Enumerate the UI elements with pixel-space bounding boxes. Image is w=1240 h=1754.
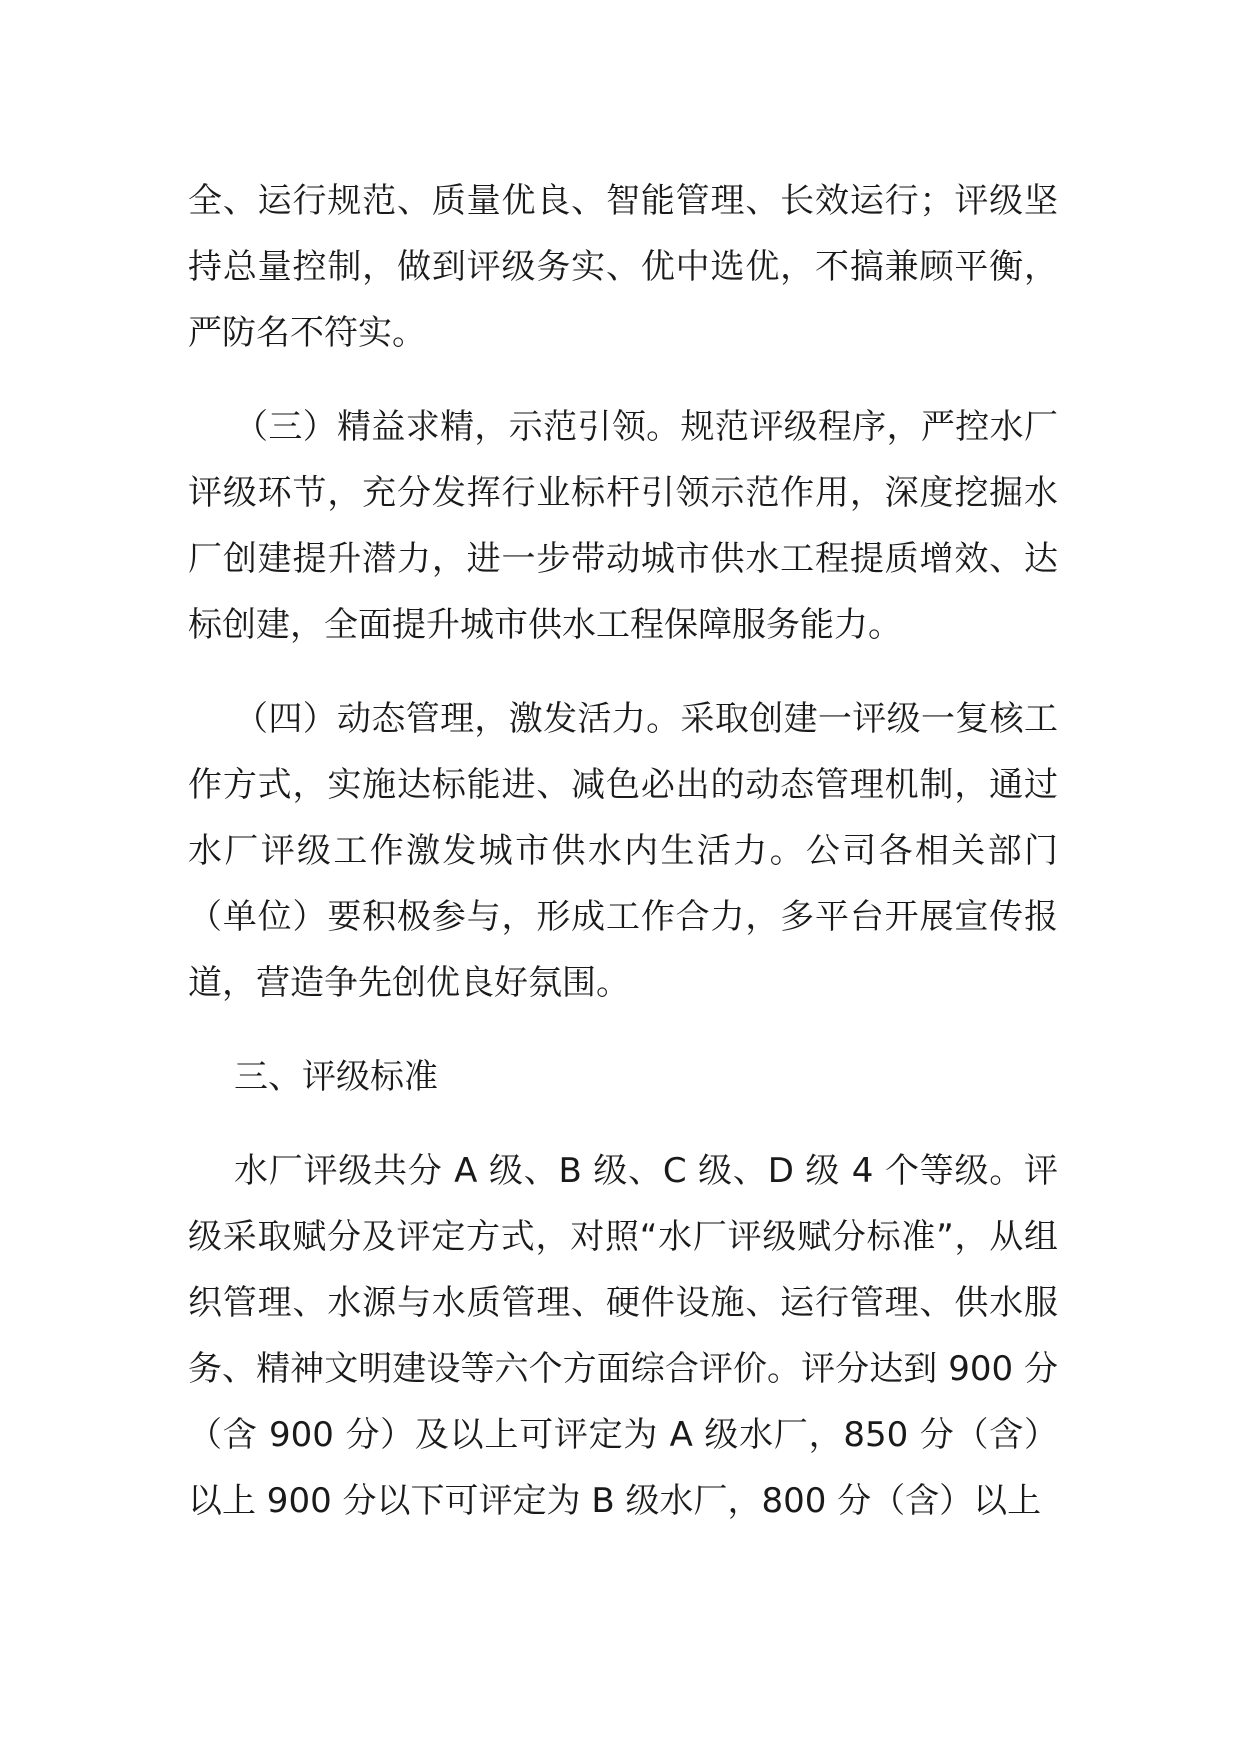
document-body bbox=[188, 168, 1058, 1534]
paragraph-section-four: （四）动态管理，激发活力。采取创建一评级一复核工作方式，实施达标能进、减色必出的动态管理机制，通过水厂评级工作激发城市供水内生活力。公司各相关部门（单位）要积极参与，形成工作合力，多平台开展宣传报道，营造争先创优良好氛围。 bbox=[188, 699, 1058, 1003]
section-heading-rating-standards: 三、评级标准 bbox=[234, 1057, 438, 1097]
paragraph-continuation: 全、运行规范、质量优良、智能管理、长效运行；评级坚持总量控制，做到评级务实、优中选优，不搞兼顾平衡，严防名不符实。 bbox=[188, 181, 1058, 353]
paragraph-section-three: （三）精益求精，示范引领。规范评级程序，严控水厂评级环节，充分发挥行业标杆引领示范作用，深度挖掘水厂创建提升潜力，进一步带动城市供水工程提质增效、达标创建，全面提升城市供水工程保障服务能力。 bbox=[188, 407, 1058, 645]
paragraph-rating-standards: 水厂评级共分 A 级、B 级、C 级、D 级 4 个等级。评级采取赋分及评定方式，对照“水厂评级赋分标准”，从组织管理、水源与水质管理、硬件设施、运行管理、供水服务、精神文明建设等六个方面综合评价。评分达到 900 分（含 900 分）及以上可评定为 A 级水厂，850 分（含）以上 900 分以下可评定为 B 级水厂，800 分（含）以上 bbox=[188, 1151, 1058, 1521]
